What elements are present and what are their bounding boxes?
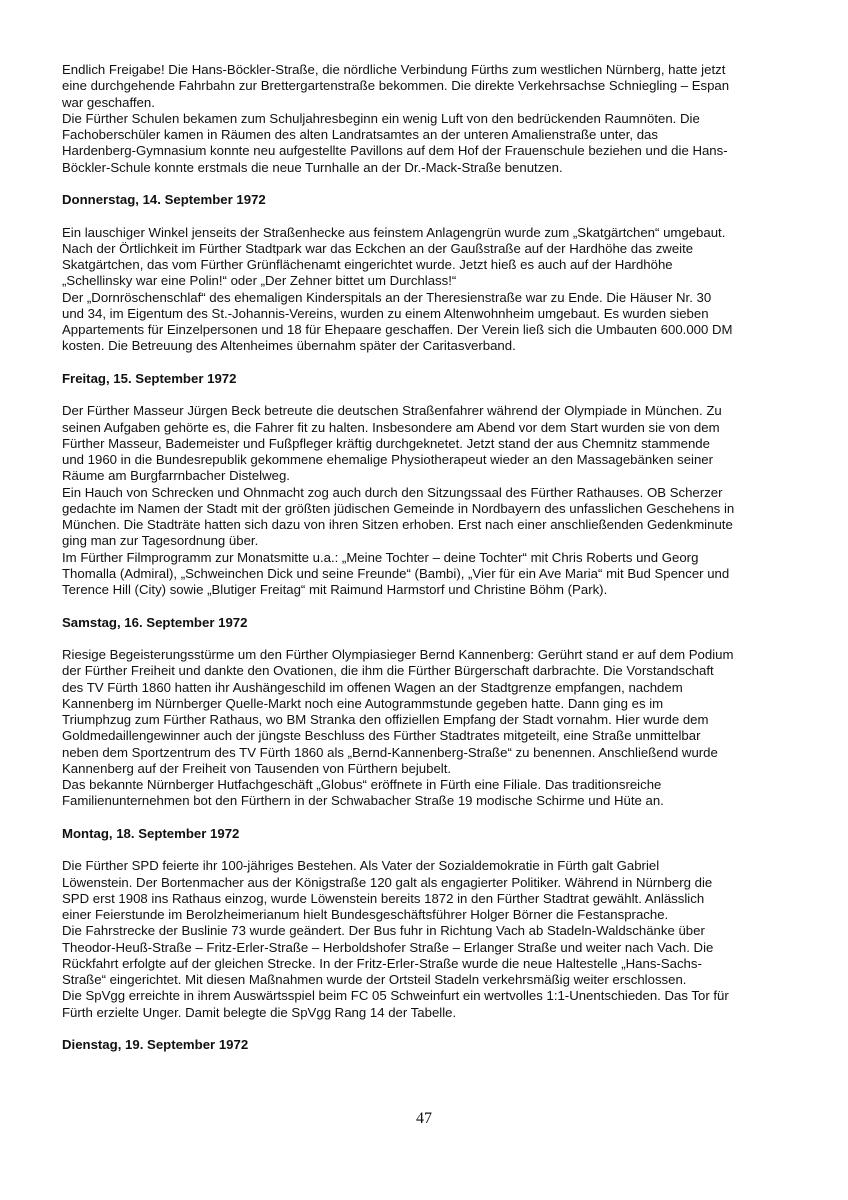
page-number: 47	[416, 1110, 432, 1127]
text-line: Die SpVgg erreichte in ihrem Auswärtsspiel beim FC 05 Schweinfurt ein wertvolles 1:1-Unentschieden. Das Tor für	[62, 988, 729, 1004]
text-line: Terence Hill (City) sowie „Blutiger Freitag“ mit Raimund Harmstorf und Christine Böhm (Park).	[62, 582, 608, 597]
text-line: Hardenberg-Gymnasium konnte neu aufgestellte Pavillons auf dem Hof der Frauenschule beziehen und die Hans-	[62, 143, 728, 159]
text-line: Endlich Freigabe! Die Hans-Böckler-Straße, die nördliche Verbindung Fürths zum westlichen Nürnberg, hatte jetzt	[62, 62, 726, 77]
text-line: Ein lauschiger Winkel jenseits der Straßenhecke aus feinstem Anlagengrün wurde zum „Skatgärtchen“ umgebaut.	[62, 224, 726, 240]
text-line: Kannenberg auf der Freiheit von Tausenden von Fürthern bejubelt.	[62, 760, 452, 776]
text-line: seinen Aufgaben gehörte es, die Fahrer fit zu halten. Insbesondere am Abend vor dem Start wurden sie von dem	[62, 419, 720, 435]
text-line: neben dem Sportzentrum des TV Fürth 1860 als „Bernd-Kannenberg-Straße“ zu benennen. Anschließend wurde	[62, 744, 718, 760]
day-section	[62, 1037, 802, 1053]
text-line: ging man zur Tagesordnung über.	[62, 533, 259, 549]
text-line: München. Die Stadträte hatten sich dazu von ihren Sitzen erhoben. Erst nach einer anschließenden Gedenkminute	[62, 517, 733, 532]
section-body	[62, 225, 802, 355]
text-line: Goldmedaillengewinner auch der jüngste Beschluss des Fürther Stadtrates mitgeteilt, eine Straße unmittelbar	[62, 728, 701, 744]
section-body	[62, 858, 802, 1021]
text-line: Böckler-Schule konnte erstmals die neue Turnhalle an der Dr.-Mack-Straße benutzen.	[62, 159, 563, 175]
text-line: Im Fürther Filmprogramm zur Monatsmitte u.a.: „Meine Tochter – deine Tochter“ mit Chris Roberts und Georg	[62, 549, 699, 565]
text-line: „Schellinsky war eine Polin!“ oder „Der Zehner bittet um Durchlass!“	[62, 273, 457, 289]
intro-paragraph	[62, 62, 802, 176]
text-line: Der „Dornröschenschlaf“ des ehemaligen Kinderspitals an der Theresienstraße war zu Ende. Die Häuser Nr. 30	[62, 289, 712, 305]
section-body	[62, 403, 802, 598]
date-heading: Dienstag, 19. September 1972	[62, 1037, 249, 1052]
text-line: Kannenberg im Nürnberger Quelle-Markt noch eine Autogrammstunde gegeben hatte. Dann ging es im	[62, 695, 664, 711]
date-heading: Samstag, 16. September 1972	[62, 614, 248, 630]
text-line: der Fürther Freiheit und dankte den Ovationen, die ihm die Fürther Bürgerschaft darbrachte. Die Vorstandschaft	[62, 663, 714, 679]
text-line: Appartements für Einzelpersonen und 18 für Ehepaare geschaffen. Der Verein ließ sich die Umbauten 600.000 DM	[62, 322, 733, 337]
date-heading: Freitag, 15. September 1972	[62, 370, 237, 386]
text-line: Fürther Masseur, Bademeister und Fußpfleger kräftig durchgeknetet. Jetzt stand der aus Chemnitz stammende	[62, 435, 710, 451]
text-line: Der Fürther Masseur Jürgen Beck betreute die deutschen Straßenfahrer während der Olympiade in München. Zu	[62, 403, 722, 419]
text-line: SPD erst 1908 ins Rathaus einzog, wurde Löwenstein bereits 1872 in den Fürther Stadtrat gewählt. Anlässlich	[62, 890, 705, 906]
text-line: Die Fahrstrecke der Buslinie 73 wurde geändert. Der Bus fuhr in Richtung Vach ab Stadeln-Waldschänke über	[62, 923, 705, 939]
text-line: Ein Hauch von Schrecken und Ohnmacht zog auch durch den Sitzungssaal des Fürther Rathauses. OB Scherzer	[62, 484, 723, 500]
text-line: Das bekannte Nürnberger Hutfachgeschäft „Globus“ eröffnete in Fürth eine Filiale. Das traditionsreiche	[62, 777, 662, 792]
text-line: Straße“ eingerichtet. Mit diesen Maßnahmen wurde der Ortsteil Stadeln verkehrsmäßig weiter erschlossen.	[62, 972, 687, 987]
text-line: des TV Fürth 1860 hatten ihr Aushängeschild im offenen Wagen an der Stadtgrenze empfangen, nachdem	[62, 679, 683, 695]
text-line: Skatgärtchen, das vom Fürther Grünflächenamt eingerichtet wurde. Jetzt hieß es auch auf der Hardhöhe	[62, 257, 673, 272]
text-line: Riesige Begeisterungsstürme um den Fürther Olympiasieger Bernd Kannenberg: Gerührt stand er auf dem Podium	[62, 647, 734, 662]
text-line: Familienunternehmen bot den Fürthern in der Schwabacher Straße 19 modische Schirme und Hüte an.	[62, 793, 664, 809]
text-line: Thomalla (Admiral), „Schweinchen Dick und seine Freunde“ (Bambi), „Vier für ein Ave Maria“ mit Bud Spencer und	[62, 565, 730, 581]
text-line: einer Feierstunde im Berolzheimerianum hielt Bundesgeschäftsführer Holger Börner die Festansprache.	[62, 907, 669, 922]
day-section	[62, 371, 802, 599]
text-line: Rückfahrt erfolgte auf der gleichen Strecke. In der Fritz-Erler-Straße wurde die neue Haltestelle „Hans-Sachs-	[62, 955, 702, 971]
day-section	[62, 826, 802, 1021]
text-line: und 34, im Eigentum des St.-Johannis-Vereins, wurden zu einem Altenwohnheim umgebaut. Es wurden sieben	[62, 305, 709, 321]
text-line: eine durchgehende Fahrbahn zur Brettergartenstraße bekommen. Die direkte Verkehrsachse Schniegling – Espan	[62, 78, 730, 94]
day-section	[62, 615, 802, 810]
document-page	[62, 62, 802, 1070]
date-heading: Donnerstag, 14. September 1972	[62, 192, 266, 207]
text-line: Triumphzug zum Fürther Rathaus, wo BM Stranka den offiziellen Empfang der Stadt vornahm. Hier wurde dem	[62, 712, 709, 727]
sections	[62, 192, 802, 1053]
text-line: Räume am Burgfarrnbacher Distelweg.	[62, 468, 290, 484]
text-line: Die Fürther Schulen bekamen zum Schuljahresbeginn ein wenig Luft von den bedrückenden Raumnöten. Die	[62, 110, 700, 126]
day-section	[62, 192, 802, 355]
date-heading: Montag, 18. September 1972	[62, 825, 240, 841]
text-line: Die Fürther SPD feierte ihr 100-jähriges Bestehen. Als Vater der Sozialdemokratie in Fürth galt Gabriel	[62, 858, 660, 874]
text-line: Fachoberschüler kamen in Räumen des alten Landratsamtes an der unteren Amalienstraße unter, das	[62, 127, 658, 142]
text-line: kosten. Die Betreuung des Altenheimes übernahm später der Caritasverband.	[62, 338, 516, 354]
text-line: und 1960 in die Bundesrepublik gekommene ehemalige Physiotherapeut wieder an den Massagebänken seiner	[62, 452, 714, 467]
text-line: Theodor-Heuß-Straße – Fritz-Erler-Straße – Herboldshofer Straße – Erlanger Straße und weiter nach Vach. Die	[62, 939, 714, 955]
text-line: Fürth erzielte Unger. Damit belegte die SpVgg Rang 14 der Tabelle.	[62, 1004, 457, 1020]
text-line: war geschaffen.	[62, 94, 155, 110]
text-line: Löwenstein. Der Bortenmacher aus der Königstraße 120 galt als engagierter Politiker. Während in Nürnberg die	[62, 874, 713, 890]
section-body	[62, 647, 802, 810]
text-line: gedachte im Namen der Stadt mit der größten jüdischen Gemeinde in Nordbayern des unfasslichen Geschehens in	[62, 500, 735, 516]
text-line: Nach der Örtlichkeit im Fürther Stadtpark war das Eckchen an der Gaußstraße auf der Hardhöhe das zweite	[62, 240, 694, 256]
